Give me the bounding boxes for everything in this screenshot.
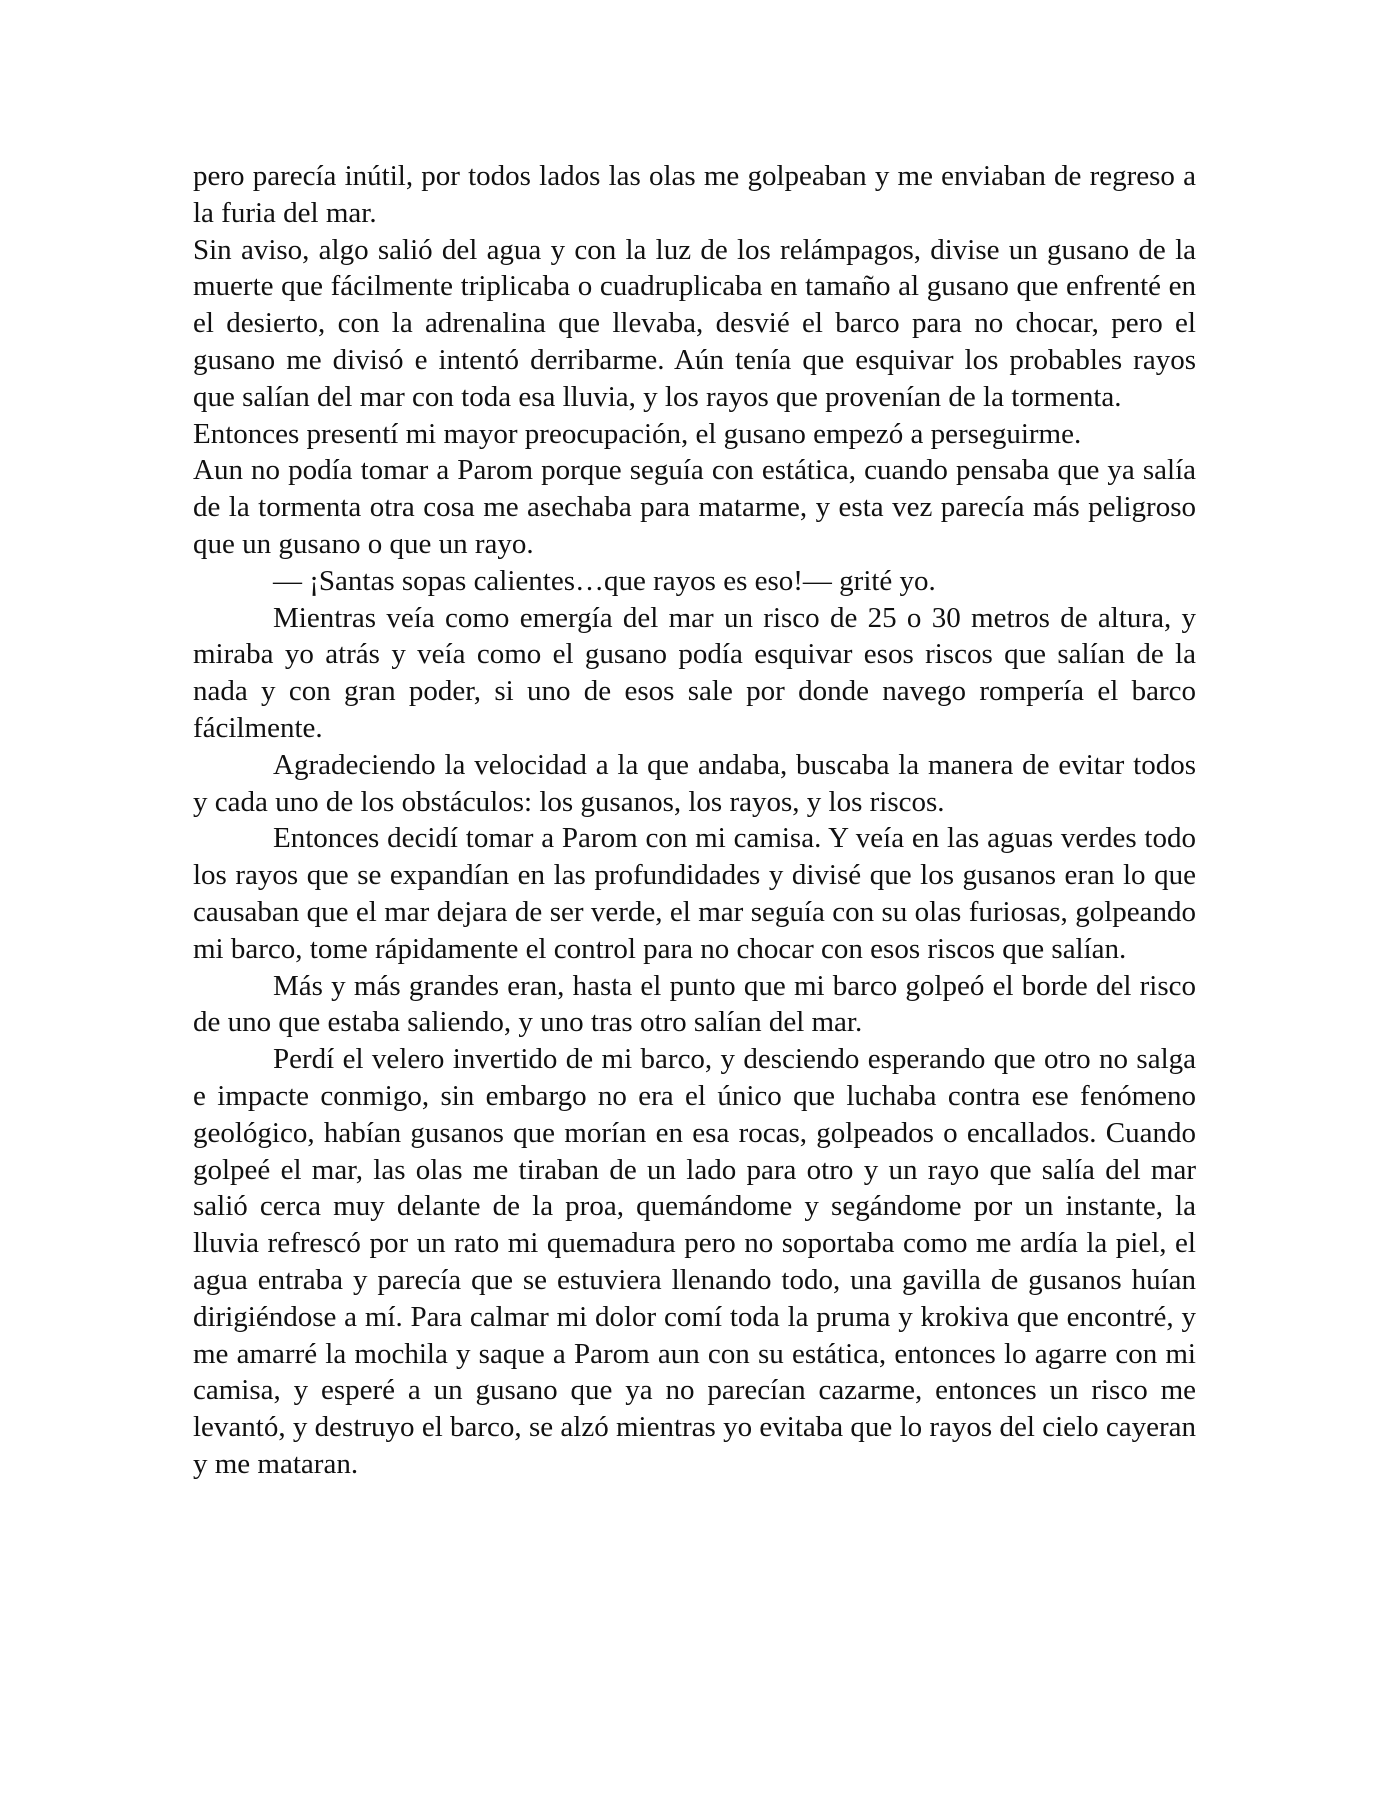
document-page xyxy=(193,158,1196,1483)
paragraph-7: Agradeciendo la velocidad a la que andaba, buscaba la manera de evitar todos y cada uno de los obstáculos: los gusanos, los rayos, y los riscos. xyxy=(193,748,1196,818)
paragraph-6: Mientras veía como emergía del mar un risco de 25 o 30 metros de altura, y miraba yo atrás y veía como el gusano podía esquivar esos riscos que salían de la nada y con gran poder, si uno de esos sale por donde navego rompería el barco fácilmente. xyxy=(193,601,1196,744)
paragraph-1: pero parecía inútil, por todos lados las olas me golpeaban y me enviaban de regreso a la furia del mar. xyxy=(193,160,1196,229)
paragraph-2: Sin aviso, algo salió del agua y con la luz de los relámpagos, divise un gusano de la muerte que fácilmente triplicaba o cuadruplicaba en tamaño al gusano que enfrenté en el desierto, con la adrenalina que llevaba, desvié el barco para no chocar, pero el gusano me divisó e intentó derribarme. Aún tenía que esquivar los probables rayos que salían del mar con toda esa lluvia, y los rayos que provenían de la tormenta. xyxy=(193,233,1196,413)
paragraph-8: Entonces decidí tomar a Parom con mi camisa. Y veía en las aguas verdes todo los rayos que se expandían en las profundidades y divisé que los gusanos eran lo que causaban que el mar dejara de ser verde, el mar seguía con su olas furiosas, golpeando mi barco, tome rápidamente el control para no chocar con esos riscos que salían. xyxy=(193,822,1196,965)
dialogue-line: — ¡Santas sopas calientes…que rayos es eso!— grité yo. xyxy=(273,564,936,597)
paragraph-9: Más y más grandes eran, hasta el punto que mi barco golpeó el borde del risco de uno que estaba saliendo, y uno tras otro salían del mar. xyxy=(193,969,1196,1039)
paragraph-10: Perdí el velero invertido de mi barco, y desciendo esperando que otro no salga e impacte conmigo, sin embargo no era el único que luchaba contra ese fenómeno geológico, habían gusanos que morían en esa rocas, golpeados o encallados. Cuando golpeé el mar, las olas me tiraban de un lado para otro y un rayo que salía del mar salió cerca muy delante de la proa, quemándome y segándome por un instante, la lluvia refrescó por un rato mi quemadura pero no soportaba como me ardía la piel, el agua entraba y parecía que se estuviera llenando todo, una gavilla de gusanos huían dirigiéndose a mí. Para calmar mi dolor comí toda la pruma y krokiva que encontré, y me amarré la mochila y saque a Parom aun con su estática, entonces lo agarre con mi camisa, y esperé a un gusano que ya no parecían cazarme, entonces un risco me levantó, y destruyo el barco, se alzó mientras yo evitaba que lo rayos del cielo cayeran y me mataran. xyxy=(193,1043,1196,1480)
paragraph-3: Entonces presentí mi mayor preocupación, el gusano empezó a perseguirme. xyxy=(193,417,1082,450)
paragraph-4: Aun no podía tomar a Parom porque seguía con estática, cuando pensaba que ya salía de la tormenta otra cosa me asechaba para matarme, y esta vez parecía más peligroso que un gusano o que un rayo. xyxy=(193,454,1196,560)
